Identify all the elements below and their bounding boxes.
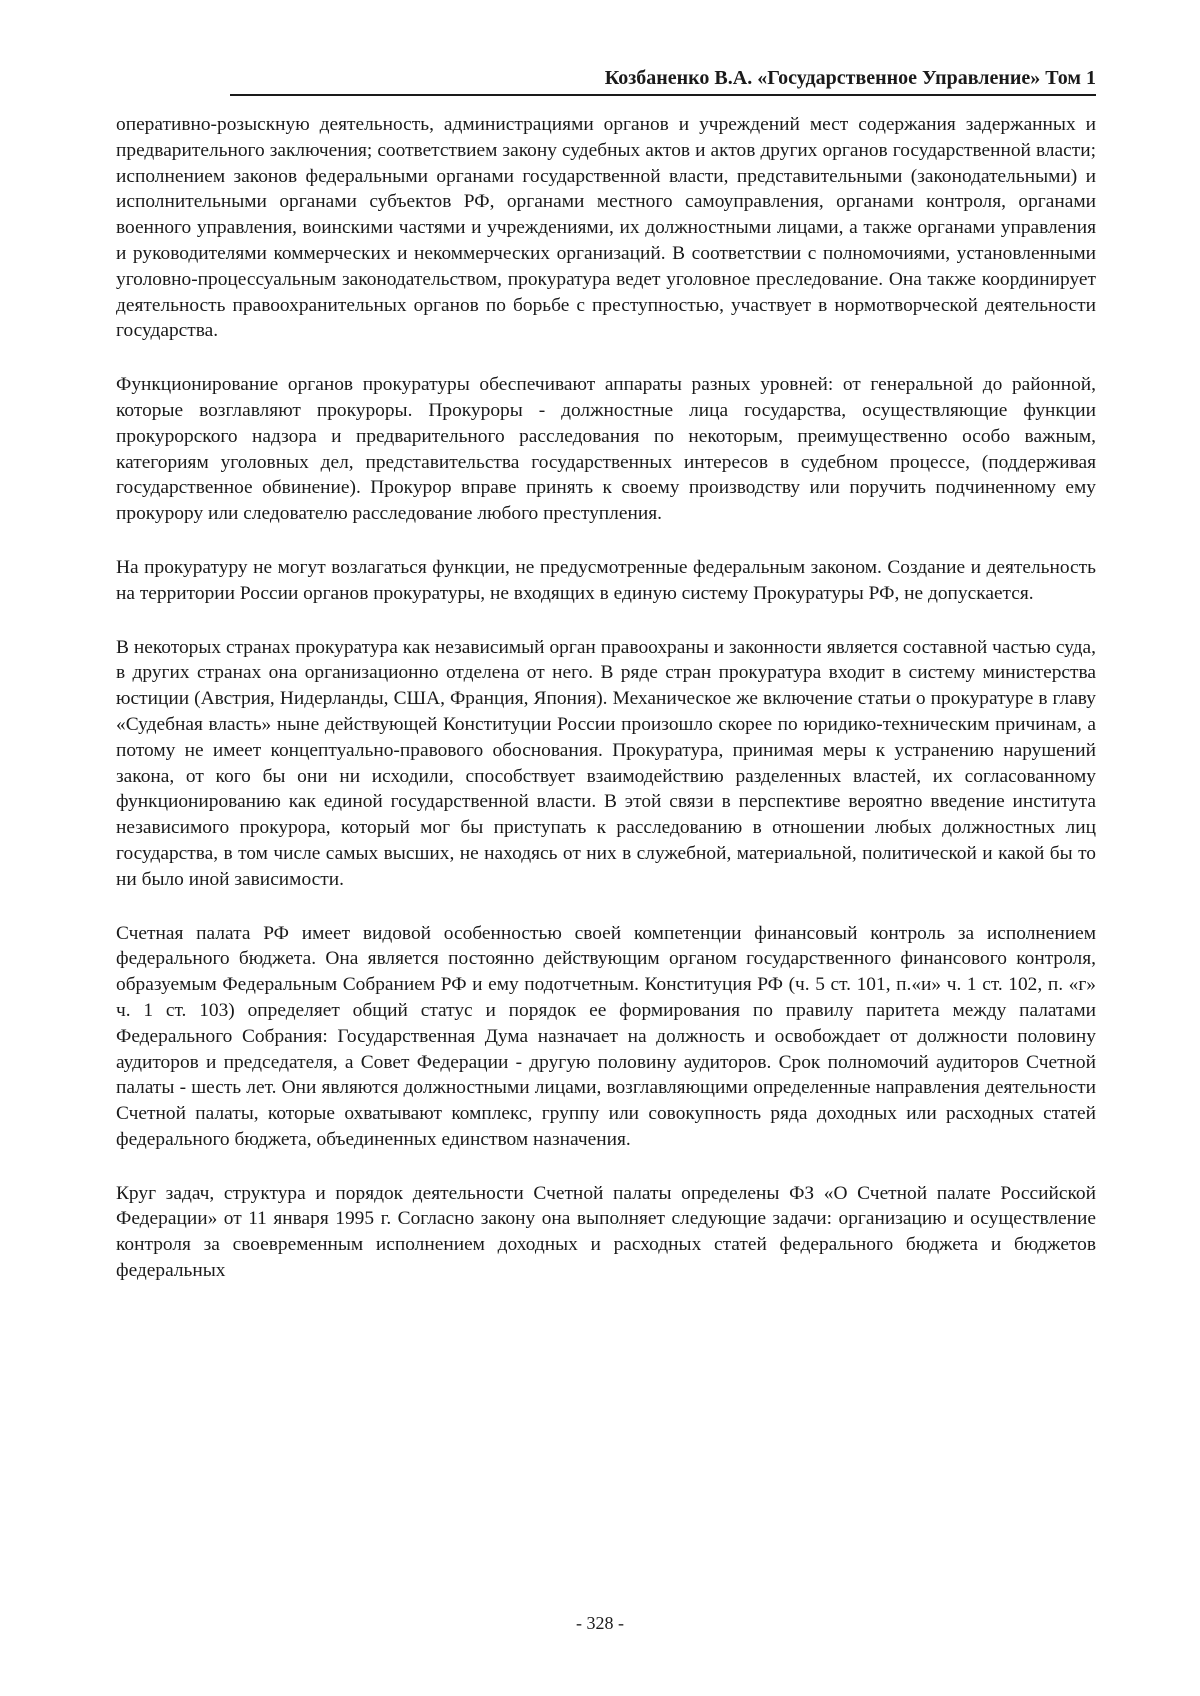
running-header: Козбаненко В.А. «Государственное Управление» Том 1 bbox=[604, 67, 1096, 89]
paragraph-1: оперативно-розыскную деятельность, администрациями органов и учреждений мест содержания задержанных и предварительного заключения; соответствием закону судебных актов и актов других органов государственной власти; исполнением законов федеральными органами государственной власти, представительными (законодательными) и исполнительными органами субъектов РФ, органами местного самоуправления, органами контроля, органами военного управления, воинскими частями и учреждениями, их должностными лицами, а также органами управления и руководителями коммерческих и некоммерческих организаций. В соответствии с полномочиями, установленными уголовно-процессуальным законодательством, прокуратура ведет уголовное преследование. Она также координирует деятельность правоохранительных органов по борьбе с преступностью, участвует в нормотворческой деятельности государства. bbox=[116, 114, 1096, 342]
page-body bbox=[116, 112, 1096, 1312]
paragraph-4: В некоторых странах прокуратура как независимый орган правоохраны и законности является составной частью суда, в других странах она организационно отделена от него. В ряде стран прокуратура входит в систему министерства юстиции (Австрия, Нидерланды, США, Франция, Япония). Механическое же включение статьи о прокуратуре в главу «Судебная власть» ныне действующей Конституции России произошло скорее по юридико-техническим причинам, а потому не имеет концептуально-правового обоснования. Прокуратура, принимая меры к устранению нарушений закона, от кого бы они ни исходили, способствует взаимодействию разделенных властей, их согласованному функционированию как единой государственной власти. В этой связи в перспективе вероятно введение института независимого прокурора, который мог бы приступать к расследованию в отношении любых должностных лиц государства, в том числе самых высших, не находясь от них в служебной, материальной, политической и какой бы то ни было иной зависимости. bbox=[116, 636, 1096, 890]
header-divider bbox=[230, 94, 1096, 96]
paragraph-6: Круг задач, структура и порядок деятельности Счетной палаты определены ФЗ «О Счетной палате Российской Федерации» от 11 января 1995 г. Согласно закону она выполняет следующие задачи: организацию и осуществление контроля за своевременным исполнением доходных и расходных статей федерального бюджета и бюджетов федеральных bbox=[116, 1182, 1096, 1282]
page-number: - 328 - bbox=[576, 1613, 624, 1633]
paragraph-5: Счетная палата РФ имеет видовой особенностью своей компетенции финансовый контроль за исполнением федерального бюджета. Она является постоянно действующим органом государственного финансового контроля, образуемым Федеральным Собранием РФ и ему подотчетным. Конституция РФ (ч. 5 ст. 101, п.«и» ч. 1 ст. 102, п. «г» ч. 1 ст. 103) определяет общий статус и порядок ее формирования по правилу паритета между палатами Федерального Собрания: Государственная Дума назначает на должность и освобождает от должности половину аудиторов и председателя, а Совет Федерации - другую половину аудиторов. Срок полномочий аудиторов Счетной палаты - шесть лет. Они являются должностными лицами, возглавляющими определенные направления деятельности Счетной палаты, которые охватывают комплекс, группу или совокупность ряда доходных или расходных статей федерального бюджета, объединенных единством назначения. bbox=[116, 922, 1096, 1150]
paragraph-3: На прокуратуру не могут возлагаться функции, не предусмотренные федеральным законом. Создание и деятельность на территории России органов прокуратуры, не входящих в единую систему Прокуратуры РФ, не допускается. bbox=[116, 556, 1096, 604]
paragraph-2: Функционирование органов прокуратуры обеспечивают аппараты разных уровней: от генеральной до районной, которые возглавляют прокуроры. Прокуроры - должностные лица государства, осуществляющие функции прокурорского надзора и предварительного расследования по некоторым, преимущественно особо важным, категориям уголовных дел, представительства государственных интересов в судебном процессе, (поддерживая государственное обвинение). Прокурор вправе принять к своему производству или поручить подчиненному ему прокурору или следователю расследование любого преступления. bbox=[116, 374, 1096, 525]
